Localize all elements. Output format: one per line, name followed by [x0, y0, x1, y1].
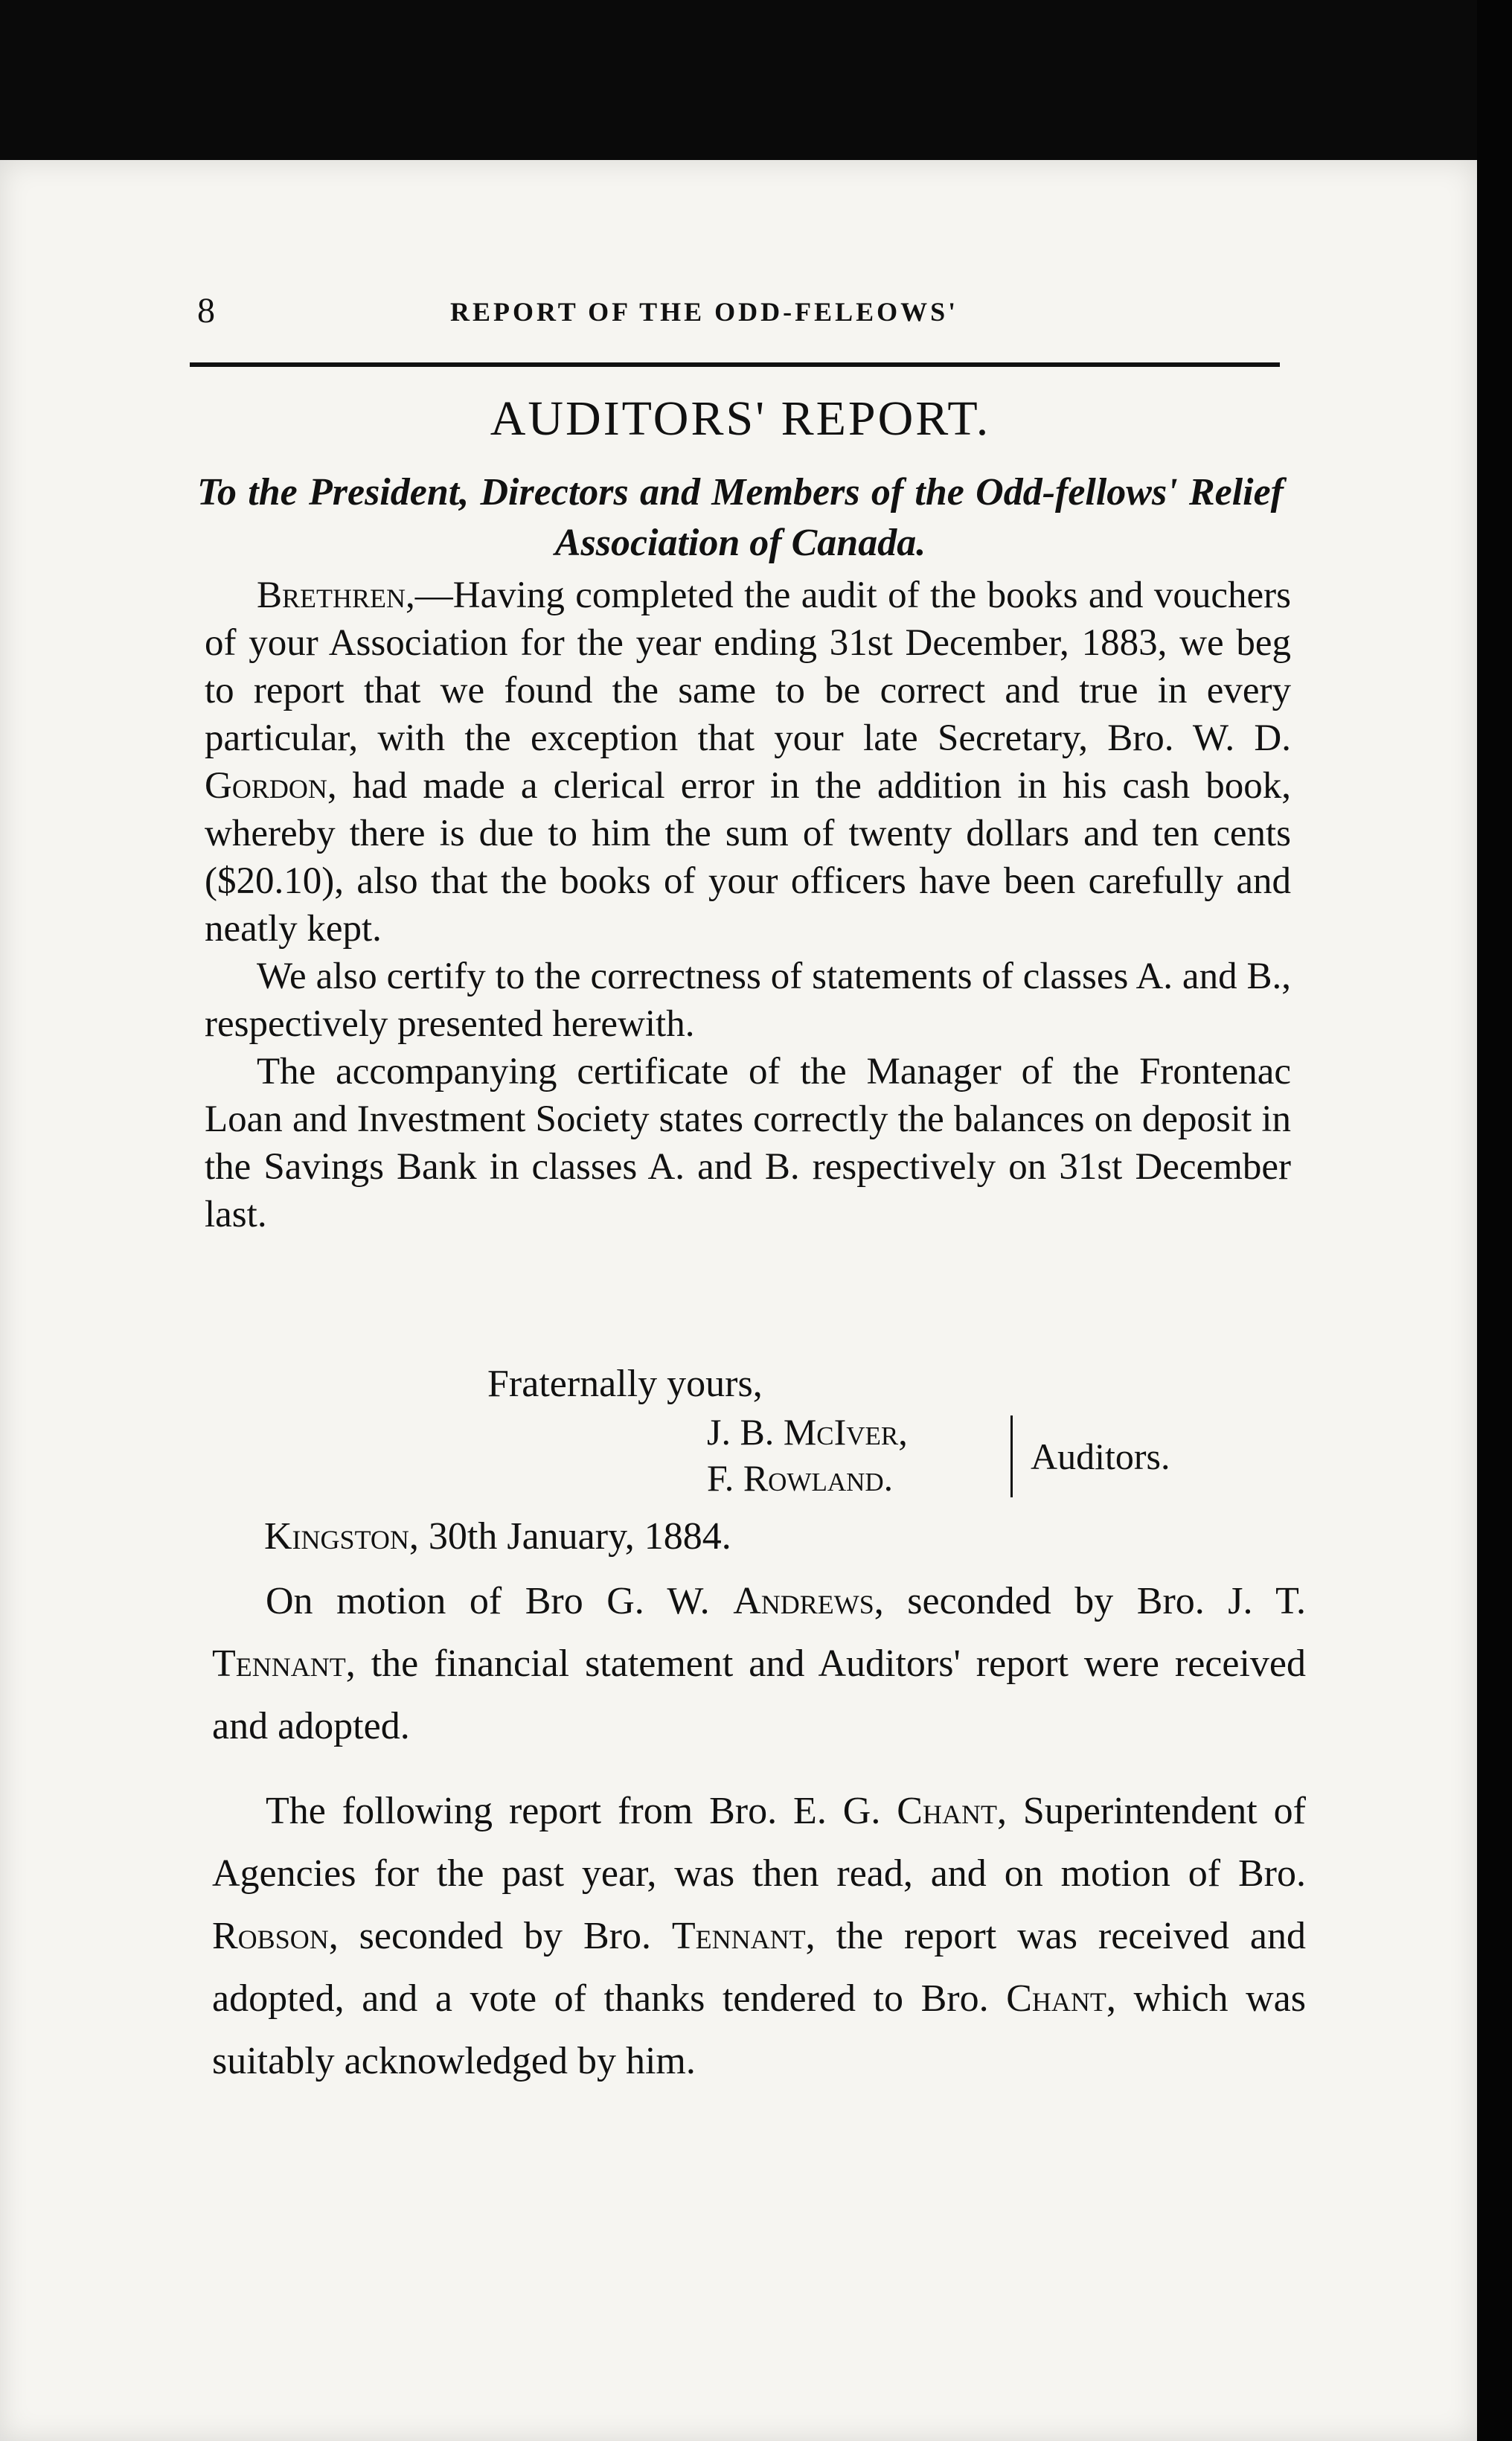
- person-name: Chant: [1006, 1977, 1106, 2020]
- signer-initials: J. B.: [707, 1411, 784, 1453]
- paragraph-text: The following report from Bro. E. G.: [266, 1790, 897, 1832]
- minutes-paragraph: [212, 1570, 1306, 1758]
- running-title: REPORT OF THE ODD-FELEOWS': [450, 297, 959, 327]
- paragraph-text: , seconded by Bro. J. T.: [874, 1580, 1306, 1622]
- salutation-address: To the President, Directors and Members of the Odd-fellows' Relief Association of Canada.: [197, 471, 1284, 564]
- paragraph-text: , Superintendent of Agencies for the past year, was then read, and on motion of Bro.: [212, 1790, 1306, 1895]
- person-name: Gordon: [205, 765, 327, 807]
- signatories: [707, 1409, 908, 1501]
- page-number: 8: [197, 291, 215, 330]
- person-name: Andrews: [733, 1580, 874, 1622]
- report-paragraph: [205, 572, 1291, 953]
- signer-name: Rowland.: [743, 1457, 894, 1499]
- page-edge-shadow: [1477, 0, 1512, 2441]
- closing-line: Fraternally yours,: [487, 1363, 763, 1405]
- header-rule: [190, 362, 1280, 367]
- brace: [1005, 1415, 1013, 1497]
- date-text: , 30th January, 1884.: [409, 1515, 731, 1558]
- paragraph-text: , had made a clerical error in the addition in his cash book, whereby there is due to him the sum of twenty dollars and ten cents ($20.10), also that the books of your officers have been carefully and neatly kept.: [205, 765, 1291, 950]
- signer-2: [707, 1455, 908, 1501]
- paragraph-text: , seconded by Bro.: [328, 1915, 672, 1957]
- person-name: Tennant: [671, 1915, 806, 1957]
- section-title: AUDITORS' REPORT.: [490, 391, 991, 446]
- running-head: [197, 290, 1284, 342]
- signer-initials: F.: [707, 1457, 743, 1499]
- minutes-text: [212, 1570, 1306, 2115]
- place-name: Kingston: [264, 1515, 409, 1558]
- date-line: [264, 1514, 731, 1558]
- report-paragraph: The accompanying certificate of the Manager of the Frontenac Loan and Investment Society states correctly the balances on deposit in the Savings Bank in classes A. and B. respectively on 31st December last.: [205, 1051, 1291, 1235]
- paragraph-text: , which was suitably acknowledged by him.: [212, 1977, 1306, 2082]
- person-name: Chant: [897, 1790, 997, 1832]
- person-name: Tennant: [212, 1642, 346, 1685]
- signer-1: [707, 1409, 908, 1455]
- person-name: Robson: [212, 1915, 329, 1957]
- salutation: Brethren,: [257, 575, 415, 616]
- auditors-label: Auditors.: [1031, 1436, 1170, 1477]
- report-body: [205, 572, 1291, 1238]
- paragraph-text: , the report was received and adopted, and a vote of thanks tendered to Bro.: [212, 1915, 1306, 2020]
- report-paragraph: We also certify to the correctness of statements of classes A. and B., respectively presented herewith.: [205, 956, 1291, 1045]
- signer-name: McIver,: [783, 1411, 908, 1453]
- paragraph-text: —Having completed the audit of the books and vouchers of your Association for the year ending 31st December, 1883, we beg to report that we found the same to be correct and true in every particular, with the exception that your late Secretary, Bro. W. D.: [205, 575, 1291, 759]
- paragraph-text: , the financial statement and Auditors' report were received and adopted.: [212, 1642, 1306, 1747]
- minutes-paragraph: [212, 1780, 1306, 2093]
- paragraph-text: On motion of Bro G. W.: [266, 1580, 734, 1622]
